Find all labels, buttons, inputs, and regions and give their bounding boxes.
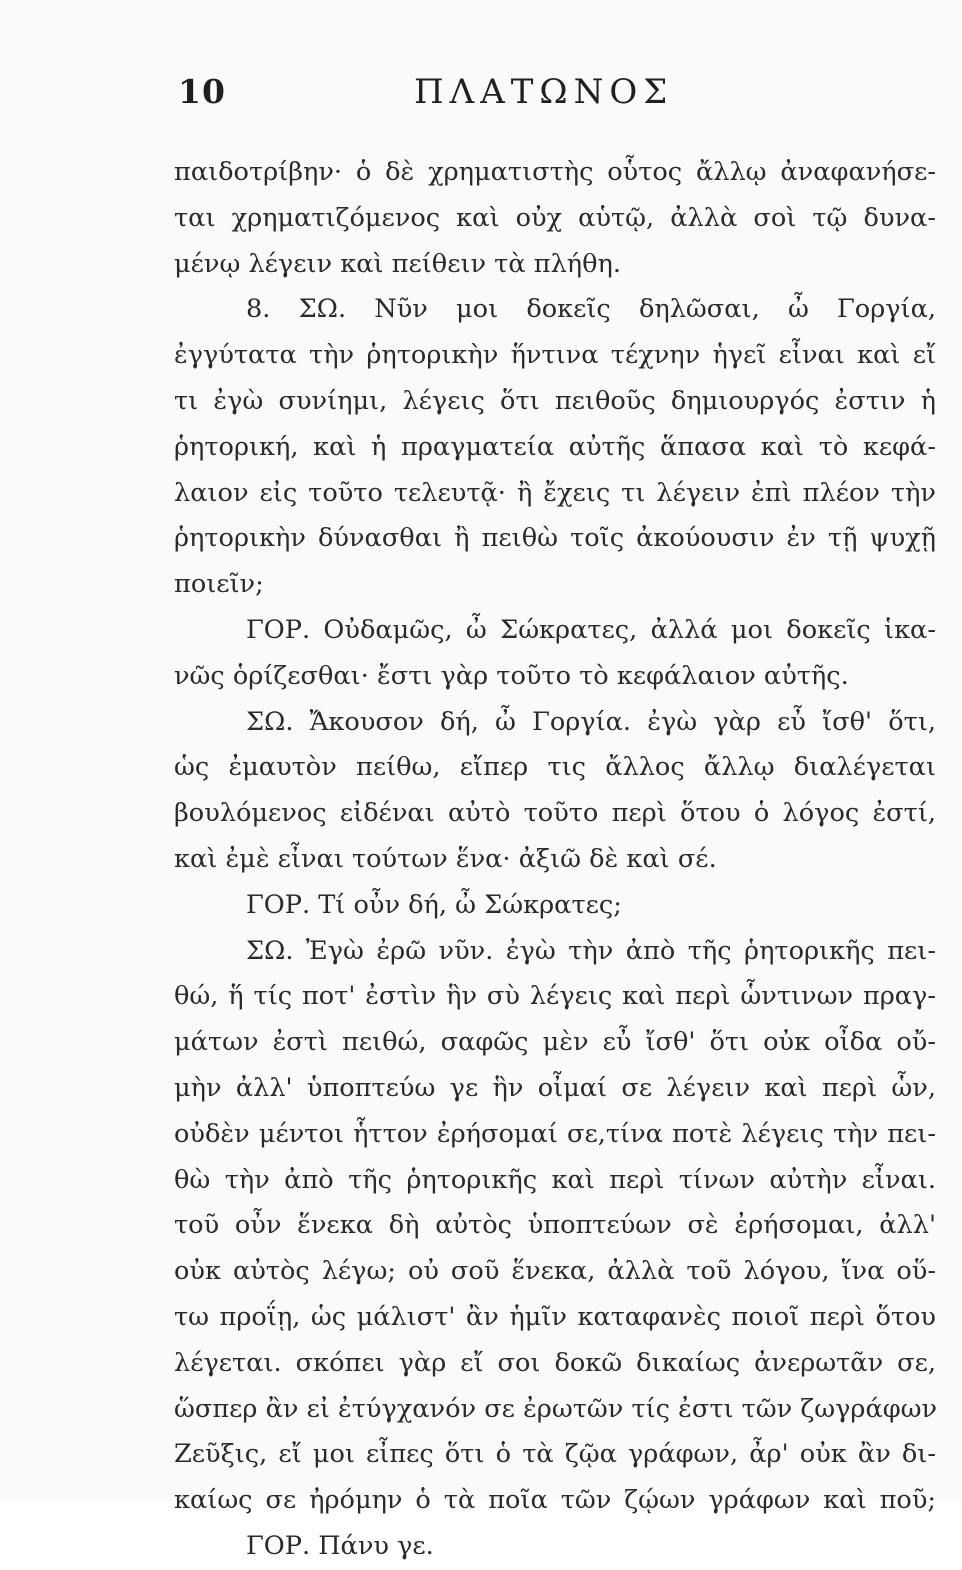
text-line: ὥσπερ ἂν εἰ ἐτύγχανόν σε ἐρωτῶν τίς ἐστι τῶν ζωγράφων [174, 1393, 938, 1424]
running-title: ΠΛΑΤΩΝΟΣ [414, 72, 674, 112]
text-line: ὡς ἐμαυτὸν πείθω, εἴπερ τις ἄλλος ἄλλῳ διαλέγεται [174, 752, 936, 783]
text-line: ἐγγύτατα τὴν ῥητορικὴν ἥντινα τέχνην ἡγεῖ εἶναι καὶ εἴ [174, 340, 936, 371]
text-line: ΣΩ. Ἐγὼ ἐρῶ νῦν. ἐγὼ τὴν ἀπὸ τῆς ῥητορικῆς πει- [246, 935, 936, 966]
text-line: μὴν ἀλλ' ὑποπτεύω γε ἣν οἶμαί σε λέγειν καὶ περὶ ὧν, [174, 1072, 936, 1103]
text-line: παιδοτρίβην· ὁ δὲ χρηματιστὴς οὗτος ἄλλῳ ἀναφανήσε- [174, 157, 936, 187]
text-line: τοῦ οὖν ἕνεκα δὴ αὐτὸς ὑποπτεύων σὲ ἐρήσομαι, ἀλλ' [174, 1210, 936, 1241]
text-line: τι ἐγὼ συνίημι, λέγεις ὅτι πειθοῦς δημιουργός ἐστιν ἡ [174, 385, 936, 416]
text-line: θὼ τὴν ἀπὸ τῆς ῥητορικῆς καὶ περὶ τίνων αὐτὴν εἶναι. [174, 1164, 936, 1195]
text-line: καὶ ἐμὲ εἶναι τούτων ἕνα· ἀξιῶ δὲ καὶ σέ. [174, 843, 717, 874]
text-line: ῥητορική, καὶ ἡ πραγματεία αὐτῆς ἅπασα καὶ τὸ κεφά- [174, 431, 936, 462]
text-line: ΣΩ. Ἄκουσον δή, ὦ Γοργία. ἐγὼ γὰρ εὖ ἴσθ' ὅτι, [246, 706, 936, 737]
text-line: ται χρηματιζόμενος καὶ οὐχ αὑτῷ, ἀλλὰ σοὶ τῷ δυνα- [174, 202, 936, 233]
text-line: οὐκ αὐτὸς λέγω; οὐ σοῦ ἕνεκα, ἀλλὰ τοῦ λόγου, ἵνα οὕ- [174, 1256, 936, 1287]
text-line: βουλόμενος εἰδέναι αὐτὸ τοῦτο περὶ ὅτου ὁ λόγος ἐστί, [174, 798, 936, 829]
text-line: μάτων ἐστὶ πειθώ, σαφῶς μὲν εὖ ἴσθ' ὅτι οὐκ οἶδα οὔ- [174, 1027, 936, 1058]
text-line: λαιον εἰς τοῦτο τελευτᾷ· ἢ ἔχεις τι λέγειν ἐπὶ πλέον τὴν [174, 477, 936, 508]
text-line: ῥητορικὴν δύνασθαι ἢ πειθὼ τοῖς ἀκούουσιν ἐν τῇ ψυχῇ [174, 523, 936, 554]
text-line: ποιεῖν; [174, 569, 264, 600]
text-line: ΓΟΡ. Τί οὖν δή, ὦ Σώκρατες; [246, 889, 622, 920]
text-line: μένῳ λέγειν καὶ πείθειν τὰ πλήθη. [174, 248, 622, 279]
text-line: ΓΟΡ. Πάνυ γε. [246, 1530, 434, 1561]
text-line: 8. ΣΩ. Νῦν μοι δοκεῖς δηλῶσαι, ὦ Γοργία, [246, 294, 936, 325]
text-line: τω προΐῃ, ὡς μάλιστ' ἂν ἡμῖν καταφανὲς ποιοῖ περὶ ὅτου [174, 1301, 936, 1332]
text-line: καίως σε ἠρόμην ὁ τὰ ποῖα τῶν ζῴων γράφων καὶ ποῦ; [174, 1485, 936, 1516]
text-line: Ζεῦξις, εἴ μοι εἶπες ὅτι ὁ τὰ ζῷα γράφων, ἆρ' οὐκ ἂν δι- [174, 1439, 936, 1470]
text-line: λέγεται. σκόπει γὰρ εἴ σοι δοκῶ δικαίως ἀνερωτᾶν σε, [174, 1347, 936, 1378]
text-line: νῶς ὁρίζεσθαι· ἔστι γὰρ τοῦτο τὸ κεφάλαιον αὐτῆς. [174, 660, 849, 691]
text-line: ΓΟΡ. Οὐδαμῶς, ὦ Σώκρατες, ἀλλά μοι δοκεῖς ἱκα- [246, 614, 936, 645]
page-number: 10 [178, 72, 226, 111]
text-line: οὐδὲν μέντοι ἧττον ἐρήσομαί σε,τίνα ποτὲ λέγεις τὴν πει- [174, 1118, 936, 1149]
text-line: θώ, ἥ τίς ποτ' ἐστὶν ἣν σὺ λέγεις καὶ περὶ ὧντινων πραγ- [174, 981, 936, 1012]
page-header [178, 72, 918, 116]
body-text [174, 150, 936, 1570]
